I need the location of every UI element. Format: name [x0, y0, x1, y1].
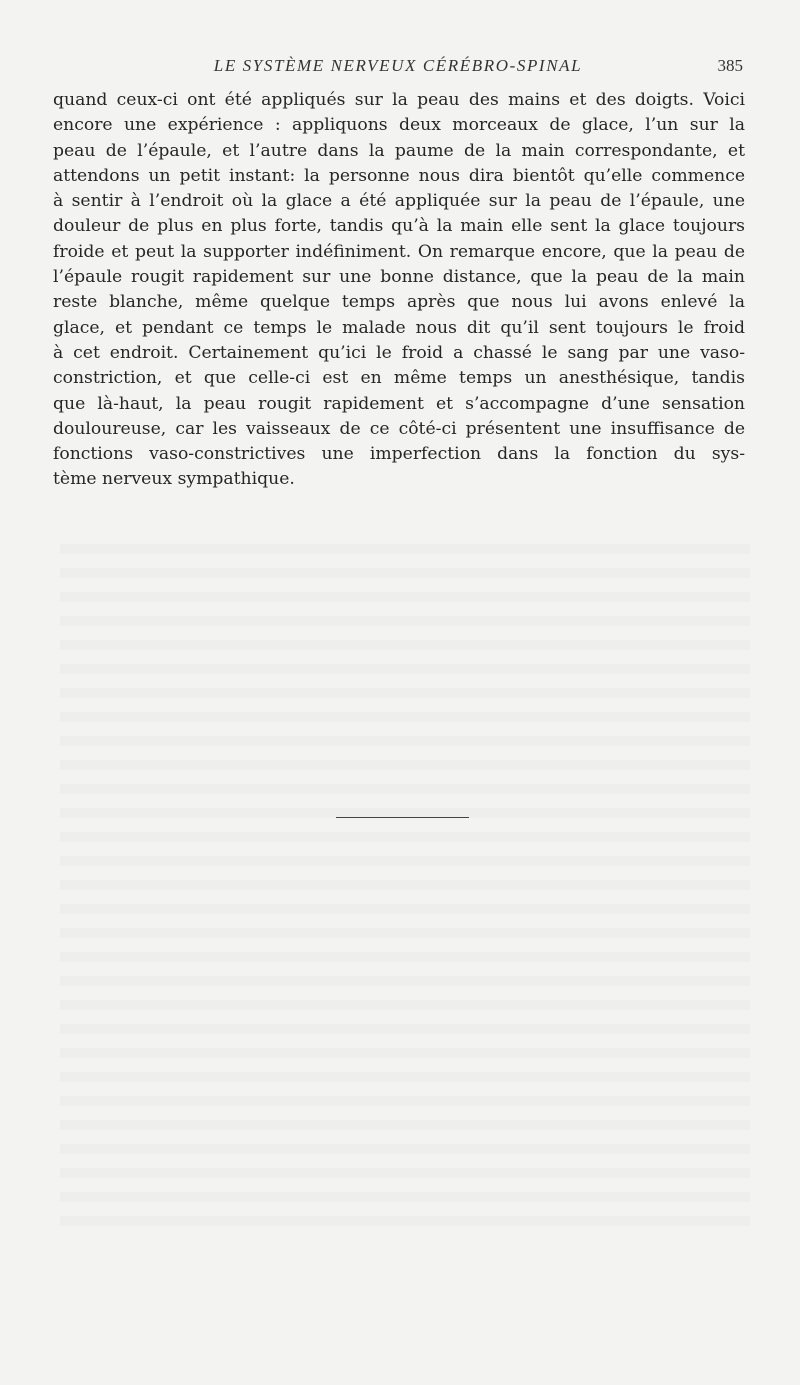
body-paragraph [53, 88, 745, 493]
text-line: attendons un petit instant: la personne nous dira bientôt qu’elle commence [53, 165, 745, 186]
text-line: quand ceux-ci ont été appliqués sur la peau des mains et des doigts. Voici [53, 90, 745, 110]
text-line: peau de l’épaule, et l’autre dans la paume de la main correspondante, et [53, 140, 745, 161]
text-line: à cet endroit. Certainement qu’ici le froid a chassé le sang par une vaso- [53, 342, 745, 363]
text-line: douloureuse, car les vaisseaux de ce côté-ci présentent une insuffisance de [53, 418, 745, 439]
running-head [53, 56, 743, 84]
text-line: glace, et pendant ce temps le malade nous dit qu’il sent toujours le froid [53, 317, 745, 338]
section-divider-rule [336, 817, 469, 818]
text-line: fonctions vaso-constrictives une imperfection dans la fonction du sys- [53, 444, 745, 465]
page-number: 385 [717, 56, 743, 75]
running-title: LE SYSTÈME NERVEUX CÉRÉBRO-SPINAL [213, 56, 583, 75]
text-line: encore une expérience : appliquons deux morceaux de glace, l’un sur la [53, 115, 745, 136]
text-line: à sentir à l’endroit où la glace a été appliquée sur la peau de l’épaule, une [53, 191, 745, 212]
show-through-texture [60, 530, 750, 1230]
text-line: froide et peut la supporter indéfiniment. On remarque encore, que la peau de [53, 241, 745, 262]
text-line: tème nerveux sympathique. [53, 469, 295, 490]
text-line: reste blanche, même quelque temps après que nous lui avons enlevé la [53, 292, 745, 313]
text-line: l’épaule rougit rapidement sur une bonne distance, que la peau de la main [53, 267, 745, 288]
text-line: que là-haut, la peau rougit rapidement et s’accompagne d’une sensation [53, 393, 745, 414]
text-line: constriction, et que celle-ci est en même temps un anesthésique, tandis [53, 368, 745, 389]
text-line: douleur de plus en plus forte, tandis qu’à la main elle sent la glace toujours [53, 216, 745, 237]
